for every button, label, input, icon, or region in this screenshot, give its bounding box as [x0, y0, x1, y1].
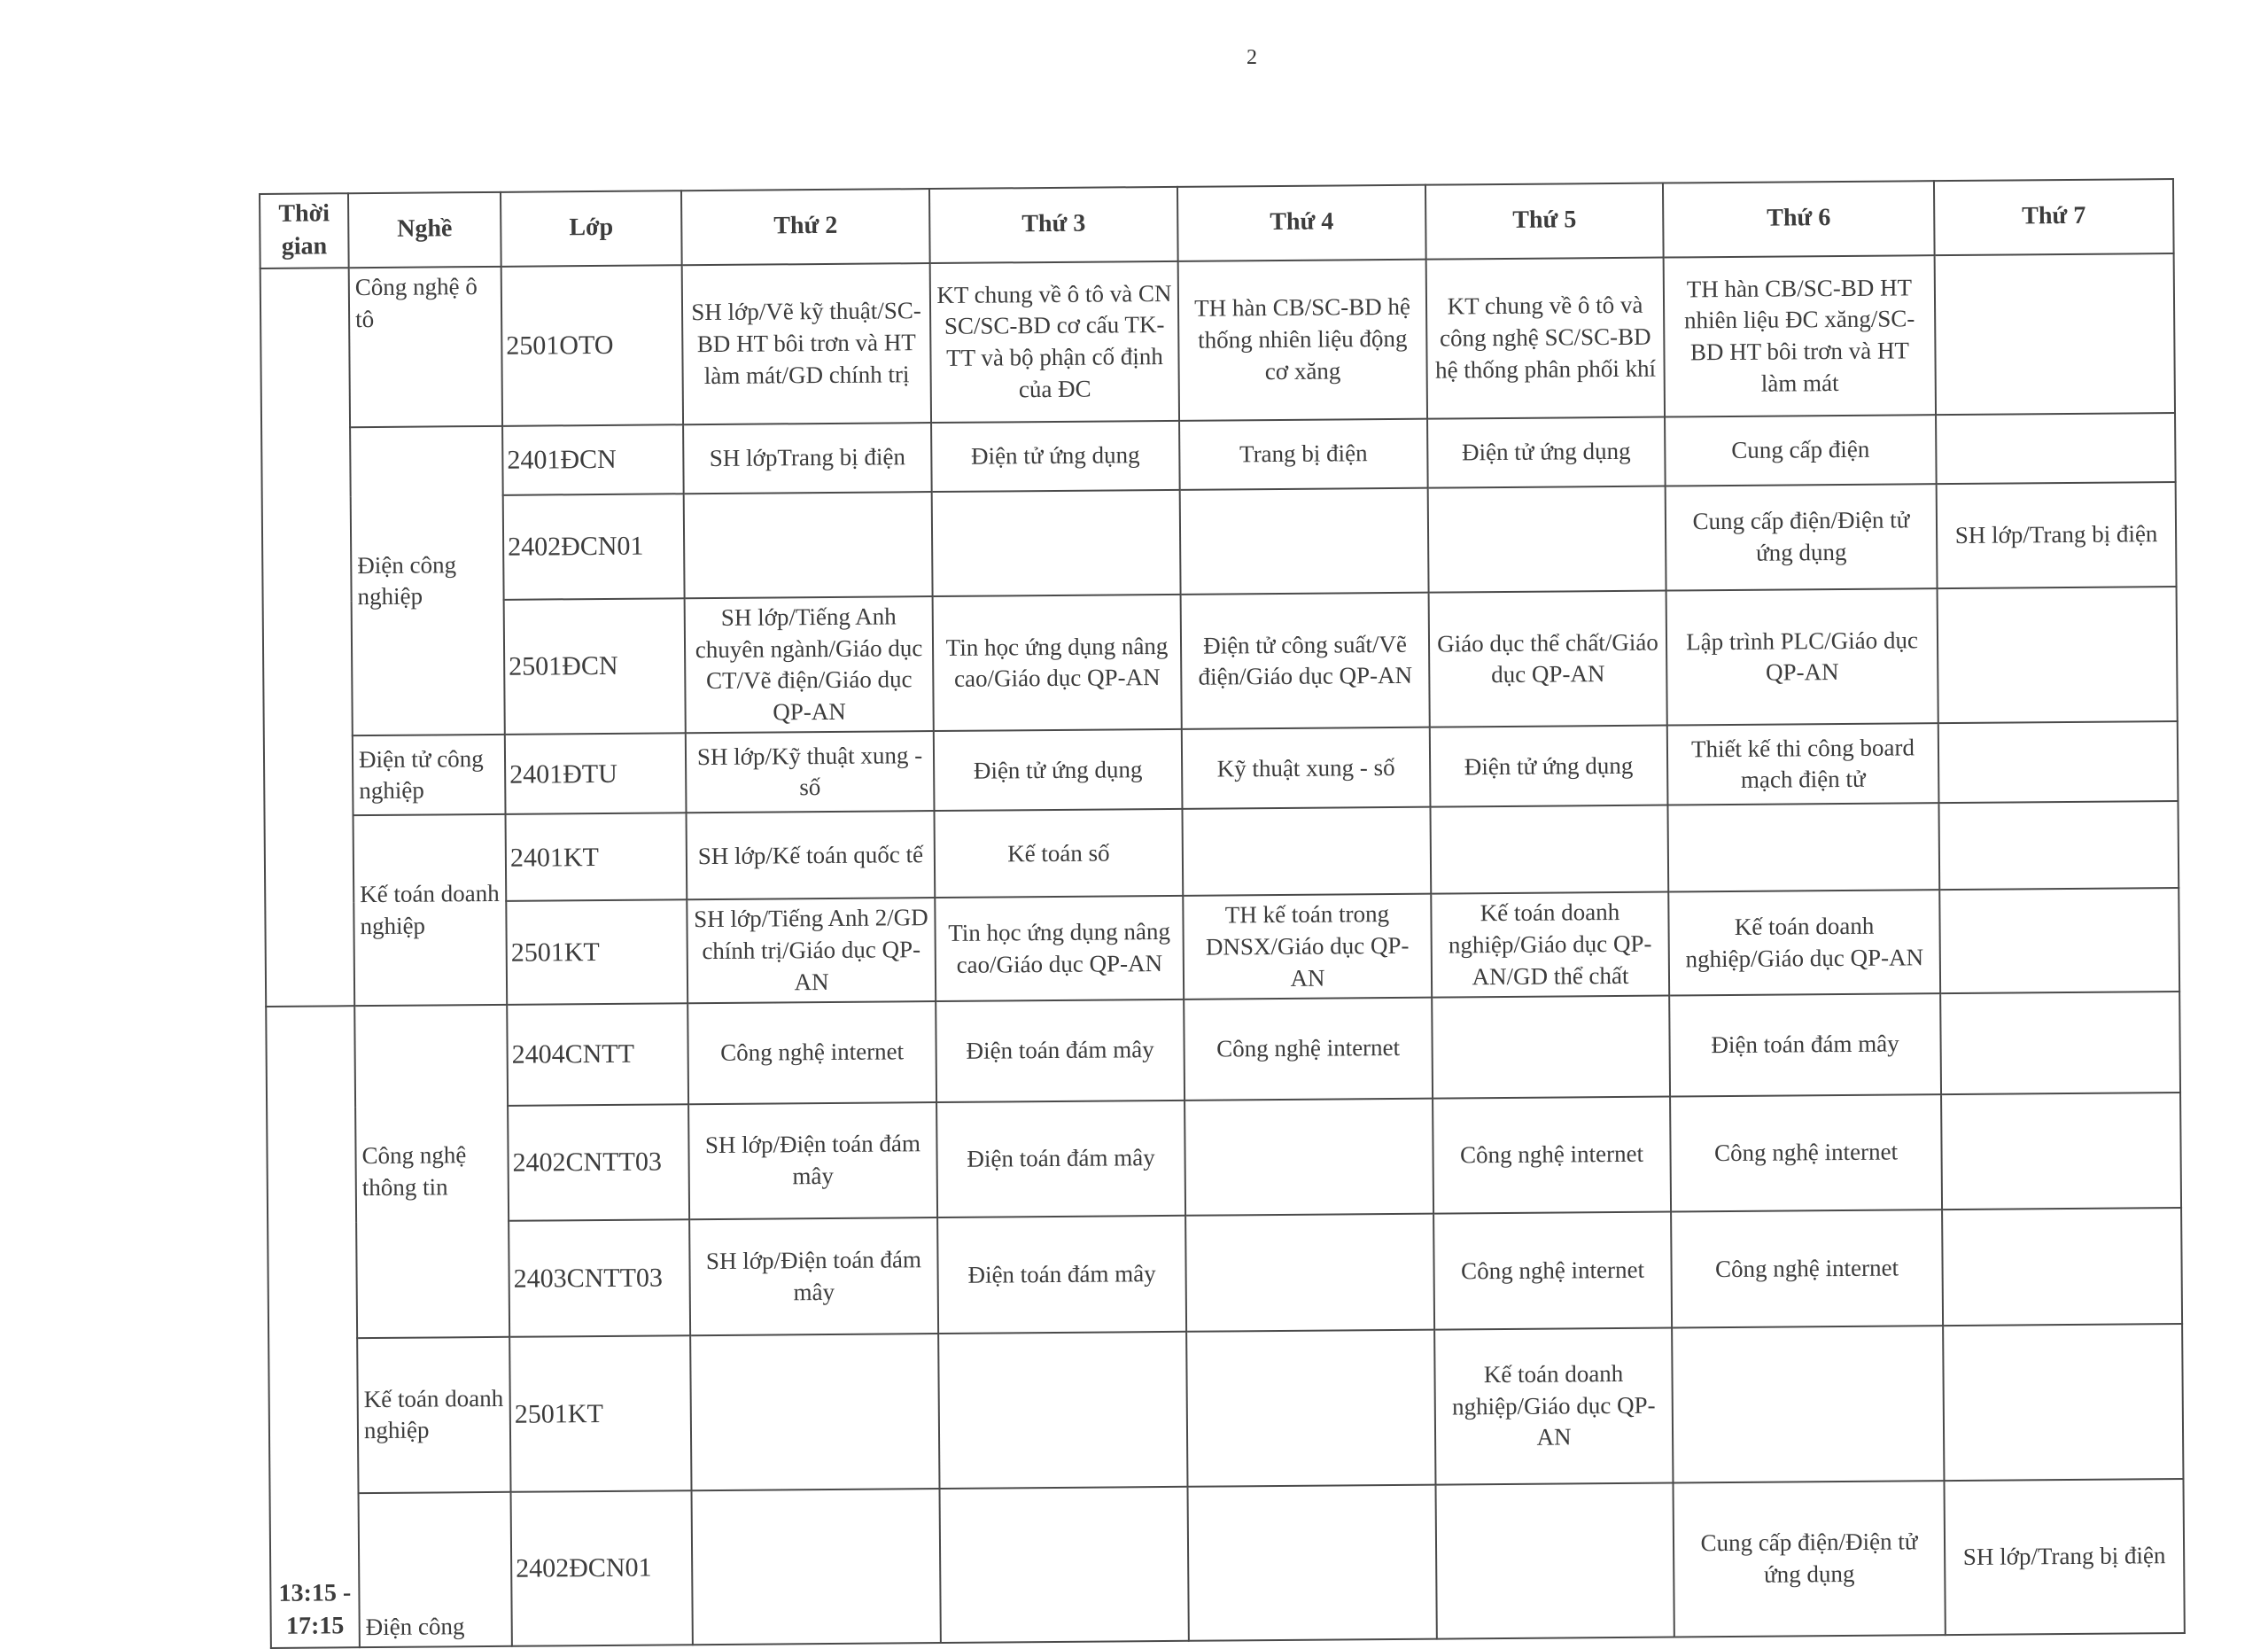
header-wednesday: Thứ 4: [1177, 185, 1426, 261]
schedule-cell: Điện tử ứng dụng: [931, 421, 1180, 492]
schedule-cell: [1182, 807, 1431, 896]
schedule-cell: Công nghệ internet: [1671, 1210, 1943, 1328]
major-cell-oto: Công nghệ ô tô: [349, 267, 502, 427]
schedule-cell: [1942, 1208, 2182, 1326]
schedule-cell: SH lớp/Tiếng Anh 2/GD chính trị/Giáo dục QP-AN: [687, 898, 936, 1003]
schedule-cell: [1672, 1326, 1944, 1482]
schedule-cell: SH lớp/Điện toán đám mây: [688, 1102, 937, 1220]
schedule-cell: Điện toán đám mây: [936, 1100, 1185, 1217]
schedule-cell: SH lớp/Tiếng Anh chuyên ngành/Giáo dục CT/Vẽ điện/Giáo dục QP-AN: [685, 596, 934, 734]
schedule-cell: Công nghệ internet: [687, 1001, 936, 1104]
schedule-cell: [940, 1487, 1189, 1644]
schedule-cell: KT chung về ô tô và CN SC/SC-BD cơ cấu TK-TT và bộ phận cố định của ĐC: [930, 261, 1179, 423]
schedule-cell: Công nghệ internet: [1433, 1212, 1672, 1330]
schedule-cell: Điện tử ứng dụng: [1427, 416, 1666, 487]
schedule-cell: Điện tử ứng dụng: [934, 729, 1183, 811]
schedule-cell: Điện toán đám mây: [937, 1216, 1186, 1334]
time-slot-label: 13:15 - 17:15: [278, 1579, 352, 1641]
class-cell: 2402ĐCN01: [503, 494, 685, 600]
schedule-cell: SH lớpTrang bị điện: [683, 423, 932, 494]
class-cell: 2501OTO: [501, 265, 683, 426]
schedule-cell: TH kế toán trong DNSX/Giáo dục QP-AN: [1183, 894, 1432, 1000]
table-row: [265, 888, 2179, 1007]
schedule-cell: Cung cấp điện: [1665, 415, 1937, 486]
schedule-cell: Kỹ thuật xung - số: [1182, 727, 1431, 809]
schedule-cell: SH lớp/Điện toán đám mây: [689, 1217, 938, 1335]
schedule-cell: Tin học ứng dụng nâng cao/Giáo dục QP-AN: [935, 896, 1184, 1001]
time-cell-morning: [260, 268, 355, 1007]
class-cell: 2403CNTT03: [509, 1220, 690, 1337]
class-cell: 2404CNTT: [507, 1004, 688, 1106]
schedule-cell: [1935, 253, 2175, 415]
schedule-cell: Kế toán doanh nghiệp/Giáo dục QP-AN: [1668, 891, 1940, 996]
time-cell-afternoon: [266, 1006, 360, 1648]
header-thursday: Thứ 5: [1425, 183, 1664, 260]
class-cell: 2501KT: [509, 1335, 691, 1491]
schedule-cell: [684, 492, 933, 598]
schedule-cell: [1432, 996, 1670, 1098]
schedule-cell: [1428, 486, 1666, 592]
schedule-cell: [690, 1334, 939, 1490]
schedule-cell: [1938, 801, 2179, 890]
major-cell-kt2: Kế toán doanh nghiệp: [357, 1337, 510, 1493]
class-cell: 2401ĐTU: [505, 734, 687, 815]
schedule-cell: Công nghệ internet: [1670, 1094, 1942, 1212]
table-row: [265, 801, 2179, 903]
schedule-cell: [1435, 1482, 1674, 1639]
major-cell-dcn2: Điện công: [359, 1492, 512, 1648]
schedule-cell: [1186, 1330, 1435, 1487]
schedule-cell: [1938, 587, 2178, 724]
schedule-cell: KT chung về ô tô và công nghệ SC/SC-BD hệ thống phân phối khí: [1426, 257, 1665, 418]
schedule-cell: [938, 1332, 1187, 1489]
schedule-cell: Kế toán doanh nghiệp/Giáo dục QP-AN/GD thể chất: [1431, 892, 1669, 998]
major-cell-kt: Kế toán doanh nghiệp: [353, 814, 508, 1006]
page-number: 2: [1247, 46, 1257, 69]
schedule-cell: [1938, 721, 2179, 803]
major-cell-cntt: Công nghệ thông tin: [354, 1005, 509, 1338]
schedule-cell: Tin học ứng dụng nâng cao/Giáo dục QP-AN: [933, 595, 1182, 732]
major-cell-dcn: Điện công nghiệp: [350, 426, 505, 736]
schedule-cell: Cung cấp điện/Điện tử ứng dụng: [1673, 1481, 1945, 1637]
schedule-cell: Giáo dục thể chất/Giáo dục QP-AN: [1429, 590, 1667, 727]
table-row: [270, 1479, 2185, 1648]
table-row: [262, 482, 2177, 602]
schedule-cell: Trang bị điện: [1179, 419, 1428, 490]
header-friday: Thứ 6: [1663, 181, 1935, 257]
schedule-cell: Thiết kế thi công board mạch điện tử: [1667, 724, 1939, 805]
header-tuesday: Thứ 3: [929, 187, 1178, 263]
major-cell-dtu: Điện tử công nghiệp: [353, 735, 506, 815]
schedule-cell: Điện toán đám mây: [936, 1000, 1184, 1102]
schedule-cell: SH lớp/Kế toán quốc tế: [687, 811, 936, 899]
class-cell: 2402ĐCN01: [511, 1490, 693, 1646]
table-row: [260, 253, 2175, 428]
schedule-cell: Điện tử ứng dụng: [1430, 726, 1668, 807]
schedule-cell: [1430, 805, 1668, 894]
table-row: [268, 1324, 2183, 1493]
schedule-cell: [1185, 1214, 1434, 1332]
class-cell: 2501KT: [506, 900, 687, 1005]
table-row: [267, 1093, 2181, 1224]
table-row: [266, 992, 2180, 1107]
header-time: Thời gian: [260, 193, 349, 268]
schedule-cell: SH lớp/Kỹ thuật xung - số: [686, 731, 935, 813]
header-monday: Thứ 2: [681, 189, 930, 265]
schedule-cell: [1936, 413, 2176, 484]
header-saturday: Thứ 7: [1934, 179, 2174, 255]
class-cell: 2402CNTT03: [508, 1104, 689, 1221]
schedule-cell: TH hàn CB/SC-BD hệ thống nhiên liệu động cơ xăng: [1178, 260, 1427, 421]
schedule-cell: [1939, 888, 2179, 993]
schedule-cell: TH hàn CB/SC-BD HT nhiên liệu ĐC xăng/SC-BD HT bôi trơn và HT làm mát: [1664, 255, 1936, 416]
schedule-cell: Kế toán doanh nghiệp/Giáo dục QP-AN: [1434, 1328, 1673, 1485]
schedule-cell: [1184, 1098, 1433, 1216]
schedule-cell: SH lớp/Trang bị điện: [1937, 482, 2177, 588]
schedule-cell: Điện tử công suất/Vẽ điện/Giáo dục QP-AN: [1181, 593, 1430, 730]
table-row: [268, 1208, 2182, 1339]
schedule-cell: Lập trình PLC/Giáo dục QP-AN: [1666, 588, 1938, 726]
schedule-cell: [1187, 1484, 1436, 1641]
class-cell: 2401KT: [506, 813, 687, 902]
header-major: Nghề: [348, 192, 501, 268]
schedule-cell: [692, 1489, 941, 1645]
schedule-cell: Kế toán số: [935, 809, 1184, 898]
schedule-cell: [1943, 1324, 2183, 1481]
schedule-cell: Điện toán đám mây: [1669, 993, 1941, 1096]
header-class: Lớp: [501, 191, 682, 267]
class-cell: 2401ĐCN: [502, 424, 684, 495]
schedule-cell: SH lớp/Vẽ kỹ thuật/SC-BD HT bôi trơn và HT làm mát/GD chính trị: [682, 263, 931, 424]
schedule-cell: [932, 490, 1181, 596]
class-cell: 2501ĐCN: [504, 598, 686, 735]
schedule-cell: Công nghệ internet: [1433, 1096, 1671, 1214]
table-row: [264, 721, 2179, 816]
table-row: [263, 587, 2178, 736]
schedule-cell: Cung cấp điện/Điện tử ứng dụng: [1666, 484, 1938, 590]
schedule-cell: [1667, 804, 1939, 892]
schedule-cell: [1180, 488, 1429, 595]
schedule-cell: Công nghệ internet: [1184, 998, 1433, 1101]
schedule-cell: SH lớp/Trang bị điện: [1944, 1479, 2184, 1636]
schedule-table: [259, 178, 2186, 1649]
schedule-cell: [1941, 1093, 2181, 1210]
schedule-cell: [1940, 992, 2180, 1093]
